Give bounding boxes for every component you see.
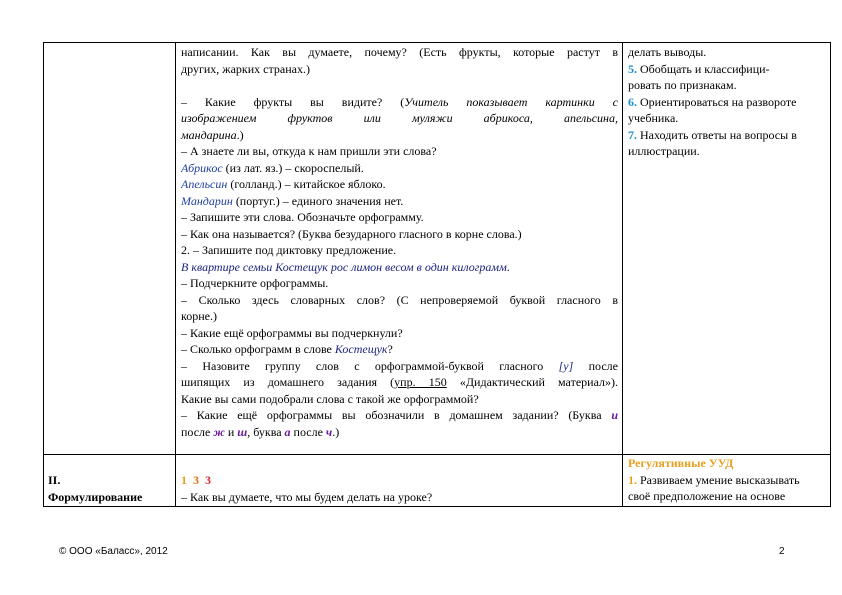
lesson-table: [43, 42, 831, 507]
skill-item: 6. Ориентироваться на развороте: [628, 94, 797, 109]
text-line: Мандарин (португ.) – единого значения нет.: [181, 193, 404, 208]
text-line: после ж и ш, буква а после ч.): [181, 424, 340, 439]
skill-item: 1. Развиваем умение высказывать: [628, 472, 800, 487]
text-line: – Сколько орфограмм в слове Костещук?: [181, 342, 393, 356]
row1-skills-cell: [623, 44, 831, 160]
text-line: Какие вы сами подобрали слова с такой же орфограммой?: [181, 391, 479, 406]
text-line: – Сколько здесь словарных слов? (С непроверяемой буквой гласного в: [181, 292, 618, 307]
text-line: учебника.: [628, 111, 679, 125]
row2-activity-cell: [176, 472, 622, 505]
text-line: – Запишите эти слова. Обозначьте орфограмму.: [181, 210, 424, 224]
text-line: 2. – Запишите под диктовку предложение.: [181, 243, 397, 257]
text-line: Апельсин (голланд.) – китайское яблоко.: [181, 177, 386, 191]
stage-name: Формулирование: [48, 489, 143, 504]
stage-number: II.: [48, 473, 61, 487]
text-line: – Как вы думаете, что мы будем делать на уроке?: [181, 489, 433, 504]
text-line: – А знаете ли вы, откуда к нам пришли эти слова?: [181, 144, 437, 158]
text-line: – Какие ещё орфограммы вы подчеркнули?: [181, 325, 403, 340]
text-line: изображением фруктов или муляжи абрикоса, апельсина,: [181, 111, 618, 125]
text-line: шипящих из домашнего задания (упр. 150 «Дидактический материал»).: [181, 375, 618, 389]
text-line: иллюстрации.: [628, 144, 700, 158]
skill-item: 7. Находить ответы на вопросы в: [628, 127, 797, 142]
word-mandarin: Мандарин: [181, 193, 233, 208]
exercise-reference: упр. 150: [394, 375, 447, 389]
uud-heading: Регулятивные УУД: [628, 456, 734, 470]
dictation-sentence: В квартире семьи Костещук рос лимон весом в один килограмм.: [181, 259, 510, 274]
text-line: корне.): [181, 309, 217, 323]
footer-copyright: © ООО «Баласс», 2012: [59, 546, 168, 557]
word-apricot: Абрикос: [181, 160, 223, 175]
text-line: делать выводы.: [628, 45, 707, 59]
text-line: Абрикос (из лат. яз.) – скороспелый.: [181, 160, 364, 175]
text-line: других, жарких странах.): [181, 61, 310, 76]
text-line: своё предположение на основе: [628, 489, 786, 503]
text-line: – Назовите группу слов с орфограммой-буквой гласного [у] после: [181, 358, 618, 373]
row2-skills-cell: [623, 455, 831, 505]
word-orange: Апельсин: [181, 177, 228, 191]
text-line: мандарина.): [181, 127, 244, 142]
stage-title-cell: [44, 472, 175, 505]
text-line: – Какие фрукты вы видите? (Учитель показывает картинки с: [181, 94, 619, 109]
text-line: ровать по признакам.: [628, 78, 737, 92]
text-line: – Какие ещё орфограммы вы обозначили в домашнем задании? (Буква и: [181, 408, 618, 422]
text-line: – Подчеркните орфограммы.: [181, 276, 329, 290]
page-number: 2: [779, 546, 785, 557]
skill-item: 5. Обобщать и классифици-: [628, 61, 770, 76]
text-line: – Как она называется? (Буква безударного гласного в корне слова.): [181, 226, 522, 241]
text-line: написании. Как вы думаете, почему? (Есть фрукты, которые растут в: [181, 45, 618, 59]
row1-activity-cell: [176, 44, 622, 440]
rating-digits: 1 3 3: [181, 473, 211, 487]
